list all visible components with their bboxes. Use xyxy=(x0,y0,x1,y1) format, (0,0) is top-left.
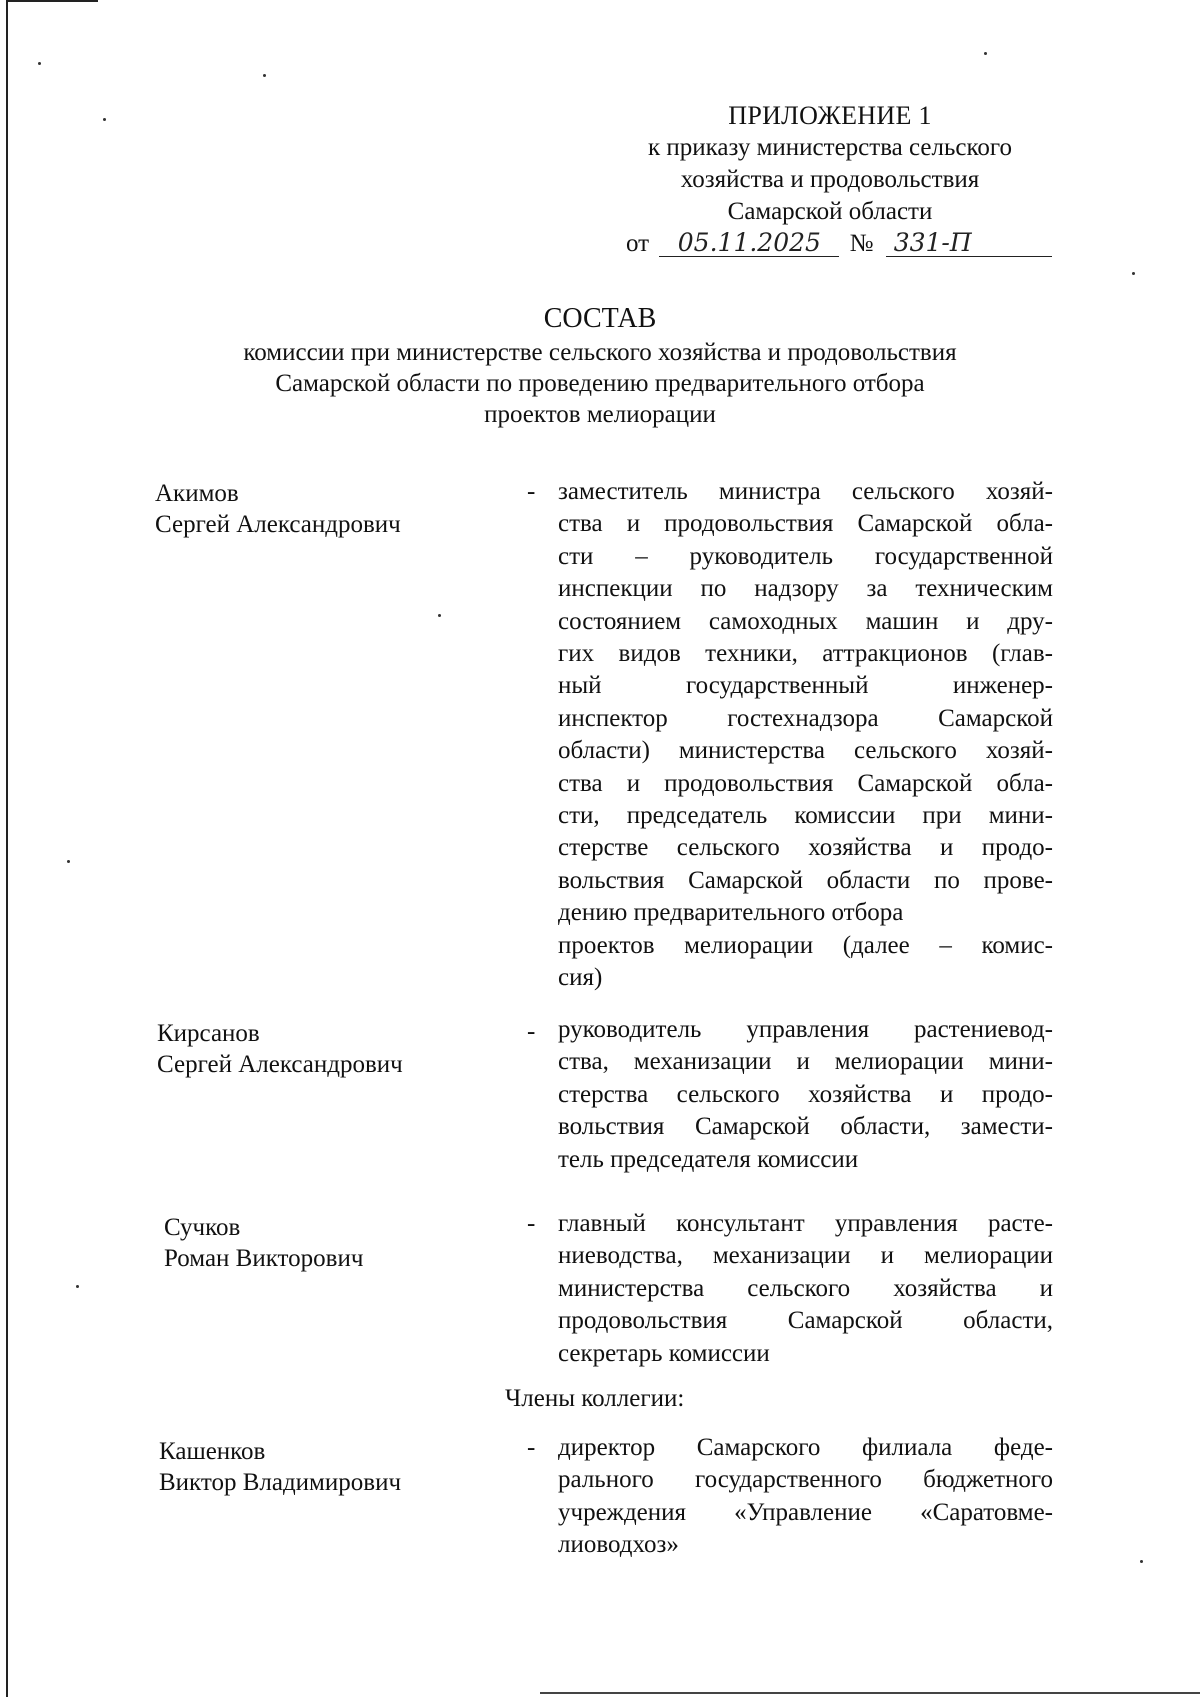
member-given-name: Сергей Александрович xyxy=(157,1051,403,1078)
scan-speck xyxy=(76,1285,79,1288)
approval-line: хозяйства и продовольствия xyxy=(680,166,980,193)
appendix-heading: ПРИЛОЖЕНИЕ 1 xyxy=(728,101,932,130)
member-name-akimov xyxy=(155,478,401,540)
description-line: учреждения «Управление «Саратовме- xyxy=(558,1498,1053,1526)
member-name-kashenkov xyxy=(159,1436,401,1498)
description-line: главный консультант управления расте- xyxy=(558,1210,1053,1237)
description-line: инспектор гостехнадзора Самарской xyxy=(558,704,1053,732)
scan-speck xyxy=(67,860,70,863)
member-description-kashenkov xyxy=(558,1432,1053,1562)
member-given-name: Виктор Владимирович xyxy=(159,1469,402,1496)
scan-speck xyxy=(1132,272,1135,275)
description-line: дению предварительного отбора xyxy=(558,899,904,927)
handwritten-number: 331-П xyxy=(886,229,1052,257)
description-line: ный государственный инженер- xyxy=(558,672,1053,700)
member-name-kirsanov xyxy=(157,1018,403,1080)
description-line: рального государственного бюджетного xyxy=(558,1466,1053,1494)
date-prefix: от xyxy=(626,230,650,257)
description-line: гих видов техники, аттракционов (глав- xyxy=(558,640,1053,668)
title-subtitle-line: проектов мелиорации xyxy=(484,401,716,428)
description-line: сти – руководитель государственной xyxy=(558,542,1053,570)
member-given-name: Роман Викторович xyxy=(164,1245,364,1272)
members-heading: Члены коллегии: xyxy=(505,1385,685,1412)
description-line: стерства сельского хозяйства и продо- xyxy=(558,1080,1053,1108)
title-subtitle-line: комиссии при министерстве сельского хозяйства и продовольствия xyxy=(243,339,957,366)
scan-speck xyxy=(103,118,106,121)
scan-speck xyxy=(1140,1560,1143,1563)
member-description-suchkov xyxy=(558,1208,1053,1370)
description-line: состоянием самоходных машин и дру- xyxy=(558,607,1053,635)
description-line: ства и продовольствия Самарской обла- xyxy=(558,510,1053,538)
description-line: директор Самарского филиала феде- xyxy=(558,1434,1053,1461)
number-label: № xyxy=(849,230,874,257)
description-line: продовольствия Самарской области, xyxy=(558,1307,1053,1335)
entry-dash: - xyxy=(527,1210,536,1237)
description-line: области) министерства сельского хозяй- xyxy=(558,737,1053,765)
description-line: министерства сельского хозяйства и xyxy=(558,1274,1053,1302)
scan-speck xyxy=(263,74,266,77)
description-line: проектов мелиорации (далее – комис- xyxy=(558,931,1053,959)
scan-top-edge xyxy=(6,0,98,2)
member-surname: Акимов xyxy=(155,480,239,507)
scan-left-edge xyxy=(6,0,8,1697)
description-line: заместитель министра сельского хозяй- xyxy=(558,478,1053,505)
member-surname: Кирсанов xyxy=(157,1020,260,1047)
description-line: вольствия Самарской области по прове- xyxy=(558,866,1053,894)
approval-line: к приказу министерства сельского xyxy=(647,134,1012,161)
member-name-suchkov xyxy=(164,1212,363,1274)
approval-block xyxy=(590,100,1070,260)
member-description-kirsanov xyxy=(558,1014,1053,1176)
handwritten-date: 05.11.2025 xyxy=(659,229,839,257)
description-line: ства и продовольствия Самарской обла- xyxy=(558,769,1053,797)
description-line: тель председателя комиссии xyxy=(558,1145,859,1173)
description-line: ства, механизации и мелиорации мини- xyxy=(558,1048,1053,1076)
member-surname: Сучков xyxy=(164,1214,241,1241)
description-line: вольствия Самарской области, замести- xyxy=(558,1113,1053,1141)
title-subtitle-line: Самарской области по проведению предварительного отбора xyxy=(275,370,925,397)
description-line: стерстве сельского хозяйства и продо- xyxy=(558,834,1053,862)
member-surname: Кашенков xyxy=(159,1438,266,1465)
description-line: сия) xyxy=(558,964,603,992)
document-title xyxy=(100,301,1100,430)
description-line: руководитель управления растениевод- xyxy=(558,1016,1053,1043)
scan-speck xyxy=(438,614,441,617)
member-given-name: Сергей Александрович xyxy=(155,511,401,538)
scan-speck xyxy=(984,52,987,55)
description-line: сти, председатель комиссии при мини- xyxy=(558,802,1053,830)
member-description-akimov xyxy=(558,476,1053,995)
entry-dash: - xyxy=(527,1434,536,1461)
scan-speck xyxy=(38,62,41,65)
description-line: лиоводхоз» xyxy=(558,1531,679,1559)
title-main: СОСТАВ xyxy=(543,303,657,334)
entry-dash: - xyxy=(527,478,536,505)
description-line: инспекции по надзору за техническим xyxy=(558,575,1053,603)
order-date-number-row xyxy=(590,228,1070,260)
scan-bottom-edge xyxy=(540,1692,1200,1694)
entry-dash: - xyxy=(527,1018,536,1045)
description-line: секретарь комиссии xyxy=(558,1339,770,1367)
description-line: ниеводства, механизации и мелиорации xyxy=(558,1242,1053,1270)
approval-line: Самарской области xyxy=(727,198,933,225)
